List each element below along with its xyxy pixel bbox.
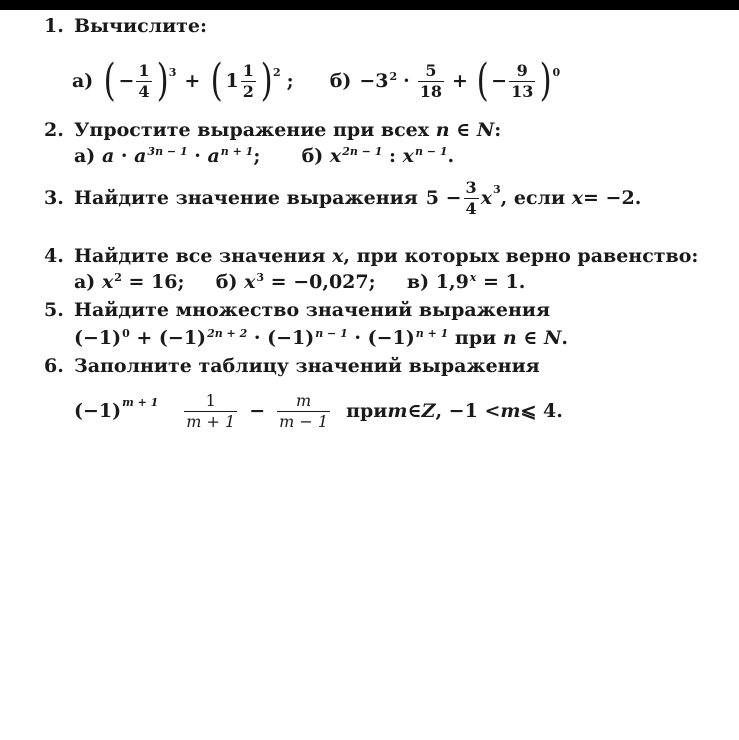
problem-6-expression: (−1) $^{m + 1}$ $\frac{1}{m + 1}$ − $\frac{m}{m - 1}$ при m ∈ Z , −1 < m ⩽ 4. xyxy=(74,390,563,431)
problem-1-title: 1. Вычислите: xyxy=(44,15,208,37)
p1b-term3: ( − $\frac{9}{13}$ ) 0 xyxy=(476,55,561,106)
problem-3: 3. Найдите значение выражения 5 − $\frac{3}{4}$ x $^3$ , если x = −2. xyxy=(44,177,642,218)
problem-4-parts: а) $x^2 = 16$; б) $x^3 = -0,027$; в) $1,9^x = 1$. xyxy=(74,271,526,293)
problem-5-title: 5. Найдите множество значений выражения xyxy=(44,299,550,321)
problem-4-title: 4. Найдите все значения x, при которых верно равенство: xyxy=(44,245,699,267)
problem-2-parts: а) $a \cdot a^{3n - 1} \cdot a^{n + 1}$; б) $x^{2n - 1}$ : $x^{n - 1}$. xyxy=(74,145,455,167)
problem-6-title: 6. Заполните таблицу значений выражения xyxy=(44,355,540,377)
problem-5-expression: $(-1)^0 + (-1)^{2n + 2} \cdot (-1)^{n - 1} \cdot (-1)^{n + 1}$ при n ∈ N. xyxy=(74,327,568,349)
problem-1-expressions: а) ( − $\frac{1}{4}$ ) 3 + ( 1 $\frac{1}{2}$ ) 2 ; б) −3 $^2$ · $\frac{5}{18}$ + ( − $\frac{9}{13}$ ) 0 xyxy=(72,55,561,106)
p1a-term2: ( 1 $\frac{1}{2}$ ) 2 xyxy=(210,55,281,106)
p1a-term1: ( − $\frac{1}{4}$ ) 3 xyxy=(103,55,177,106)
problem-2-title: 2. Упростите выражение при всех n ∈ N: xyxy=(44,119,502,141)
